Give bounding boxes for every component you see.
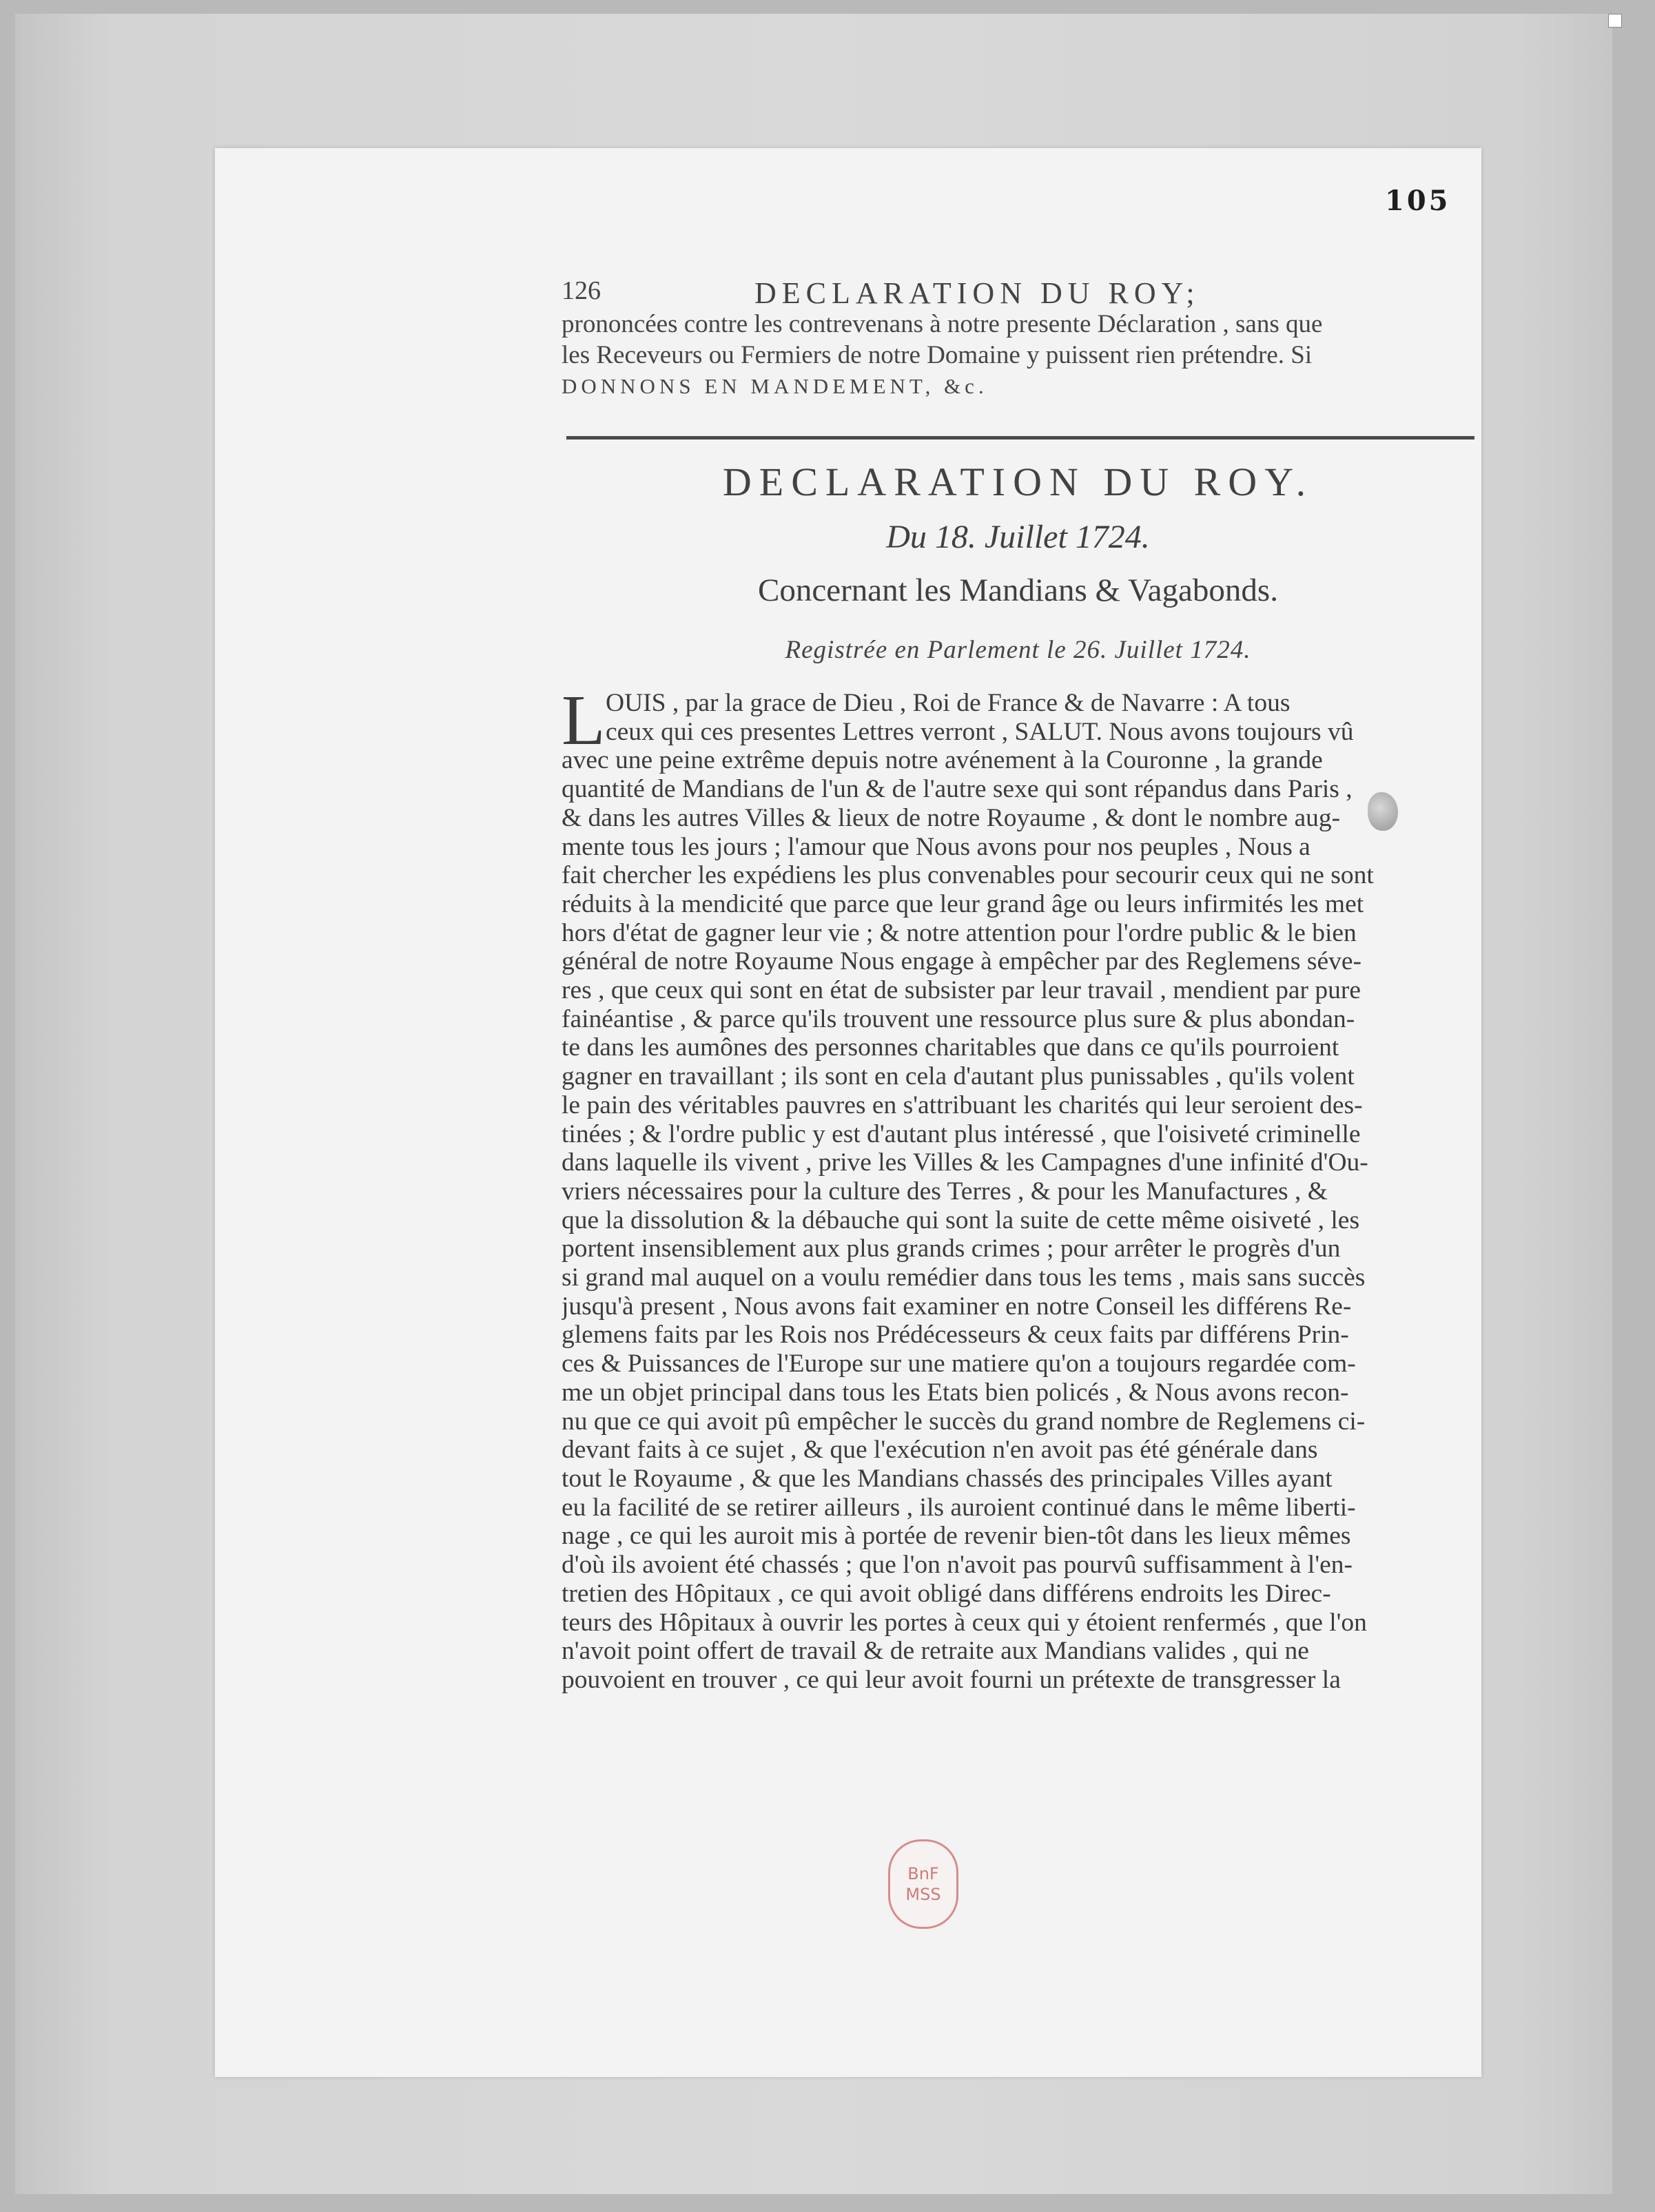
declaration-body	[562, 689, 1474, 1695]
previous-line: prononcées contre les contrevenans à notre presente Déclaration , sans que	[562, 310, 1323, 338]
body-line: n'avoit point offert de travail & de retraite aux Mandians valides , qui ne	[562, 1637, 1309, 1666]
old-page-number: 126	[562, 276, 601, 305]
stamp-line: BnF	[907, 1864, 939, 1883]
body-line: vriers nécessaires pour la culture des Terres , & pour les Manufactures , &	[562, 1177, 1328, 1206]
body-line: que la dissolution & la débauche qui sont la suite de cette même oisiveté , les	[562, 1206, 1360, 1234]
body-line: gagner en travaillant ; ils sont en cela d'autant plus punissables , qu'ils volent	[562, 1062, 1355, 1091]
body-line: tout le Royaume , & que les Mandians chassés des principales Villes ayant	[562, 1464, 1333, 1493]
body-line: ceux qui ces presentes Lettres verront , SALUT. Nous avons toujours vû	[606, 717, 1354, 746]
body-line: me un objet principal dans tous les Etats bien policés , & Nous avons recon-	[562, 1378, 1349, 1407]
body-line: tinées ; & l'ordre public y est d'autant plus intéressé , que l'oisiveté criminelle	[562, 1119, 1361, 1148]
previous-line: les Receveurs ou Fermiers de notre Domaine y puissent rien prétendre. Si	[562, 341, 1313, 369]
body-line: te dans les aumônes des personnes charitables que dans ce qu'ils pourroient	[562, 1033, 1339, 1062]
body-line: réduits à la mendicité que parce que leur grand âge ou leurs infirmités les met	[562, 889, 1364, 918]
body-line: eu la facilité de se retirer ailleurs , ils auroient continué dans le même liberti-	[562, 1493, 1356, 1522]
library-stamp	[888, 1839, 958, 1929]
corner-mark	[1608, 14, 1622, 28]
body-line: glemens faits par les Rois nos Prédécesseurs & ceux faits par différens Prin-	[562, 1321, 1349, 1350]
declaration-date: Du 18. Juillet 1724.	[886, 519, 1150, 555]
running-head-title: DECLARATION DU ROY;	[754, 276, 1200, 310]
body-line: devant faits à ce sujet , & que l'exécution n'en avoit pas été générale dans	[562, 1436, 1318, 1465]
body-line: OUIS , par la grace de Dieu , Roi de France & de Navarre : A tous	[606, 689, 1291, 717]
body-line: jusqu'à present , Nous avons fait examiner en notre Conseil les différens Re-	[562, 1292, 1352, 1321]
body-line: & dans les autres Villes & lieux de notre Royaume , & dont le nombre aug-	[562, 803, 1341, 832]
body-line: fait chercher les expédiens les plus convenables pour secourir ceux qui ne sont	[562, 861, 1374, 890]
previous-line-small-caps: DONNONS EN MANDEMENT, &c.	[562, 374, 988, 398]
section-divider	[566, 436, 1474, 440]
body-line: teurs des Hôpitaux à ouvrir les portes à ceux qui y étoient renfermés , que l'on	[562, 1608, 1367, 1637]
body-line: le pain des véritables pauvres en s'attribuant les charités qui leur seroient des-	[562, 1091, 1363, 1119]
previous-declaration-ending	[562, 309, 1474, 402]
body-line: dans laquelle ils vivent , prive les Villes & les Campagnes d'une infinité d'Ou-	[562, 1148, 1368, 1177]
body-line: mente tous les jours ; l'amour que Nous avons pour nos peuples , Nous a	[562, 832, 1310, 861]
body-line: res , que ceux qui sont en état de subsister par leur travail , mendient par pure	[562, 976, 1361, 1005]
paper-damage-spot	[1368, 792, 1398, 831]
declaration-title: DECLARATION DU ROY.	[722, 459, 1314, 504]
stamp-line: MSS	[905, 1885, 941, 1904]
body-line: avec une peine extrême depuis notre avénement à la Couronne , la grande	[562, 746, 1323, 775]
body-line: nage , ce qui les auroit mis à portée de revenir bien-tôt dans les lieux mêmes	[562, 1522, 1351, 1551]
body-line: général de notre Royaume Nous engage à empêcher par des Reglemens séve-	[562, 947, 1361, 976]
declaration-registration: Registrée en Parlement le 26. Juillet 1724.	[785, 636, 1251, 664]
declaration-subject: Concernant les Mandians & Vagabonds.	[758, 572, 1278, 608]
body-line: fainéantise , & parce qu'ils trouvent une ressource plus sure & plus abondan-	[562, 1004, 1355, 1033]
folio-number: 105	[1385, 185, 1451, 217]
body-line: quantité de Mandians de l'un & de l'autre sexe qui sont répandus dans Paris ,	[562, 775, 1353, 804]
drop-cap: L	[562, 681, 606, 760]
body-line: hors d'état de gagner leur vie ; & notre attention pour l'ordre public & le bien	[562, 918, 1357, 947]
body-line: tretien des Hôpitaux , ce qui avoit obligé dans différens endroits les Direc-	[562, 1579, 1331, 1608]
body-line: ces & Puissances de l'Europe sur une matiere qu'on a toujours regardée com-	[562, 1350, 1356, 1378]
body-line: portent insensiblement aux plus grands crimes ; pour arrêter le progrès d'un	[562, 1234, 1341, 1263]
body-line: nu que ce qui avoit pû empêcher le succès du grand nombre de Reglemens ci-	[562, 1407, 1366, 1436]
body-line: d'où ils avoient été chassés ; que l'on n'avoit pas pourvû suffisamment à l'en-	[562, 1551, 1353, 1580]
body-line: pouvoient en trouver , ce qui leur avoit fourni un prétexte de transgresser la	[562, 1665, 1341, 1694]
body-line: si grand mal auquel on a voulu remédier dans tous les tems , mais sans succès	[562, 1263, 1366, 1292]
